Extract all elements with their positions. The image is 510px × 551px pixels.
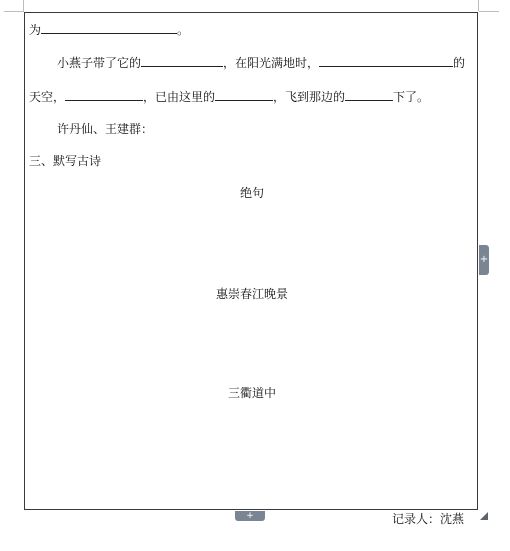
expand-right-handle[interactable] (479, 245, 489, 275)
line2-part2: ，在阳光满地时， (223, 56, 320, 70)
line3-part3: ，飞到那边的 (273, 90, 346, 104)
poem-title-3: 三衢道中 (227, 386, 276, 400)
plus-icon: + (246, 511, 254, 521)
authors-line: 许丹仙、王建群： (57, 122, 154, 136)
fill-in-line-1 (29, 21, 189, 38)
answer-blank-6[interactable] (345, 88, 393, 101)
line2-part1: 小燕子带了它的 (57, 56, 142, 70)
answer-blank-1[interactable] (41, 21, 177, 34)
crop-mark-top-right-h (479, 11, 499, 12)
expand-bottom-handle[interactable] (235, 511, 265, 521)
poem-title-1: 绝句 (239, 186, 264, 200)
crop-mark-top-left-h (4, 11, 24, 12)
resize-grip-icon[interactable] (480, 512, 488, 520)
line3-part4: 下了。 (393, 90, 430, 104)
line1-suffix: 。 (177, 23, 190, 37)
section-heading: 三、默写古诗 (29, 154, 102, 168)
answer-blank-3[interactable] (319, 54, 453, 67)
line3-part2: ，已由这里的 (143, 90, 216, 104)
plus-icon: + (479, 254, 489, 265)
line3-part1: 天空， (29, 90, 66, 104)
poem-title-2: 惠崇春江晚景 (215, 287, 288, 301)
answer-blank-2[interactable] (141, 54, 223, 67)
crop-mark-top-right-v (478, 0, 479, 11)
answer-blank-4[interactable] (65, 88, 143, 101)
line1-prefix: 为 (29, 23, 42, 37)
recorder-label: 记录人：沈燕 (392, 512, 465, 526)
answer-blank-5[interactable] (215, 88, 273, 101)
document-page[interactable] (24, 12, 478, 510)
line2-part3: 的 (453, 56, 466, 70)
crop-mark-top-left-v (23, 0, 24, 11)
fill-in-line-3 (29, 88, 429, 105)
fill-in-line-2 (57, 54, 465, 71)
